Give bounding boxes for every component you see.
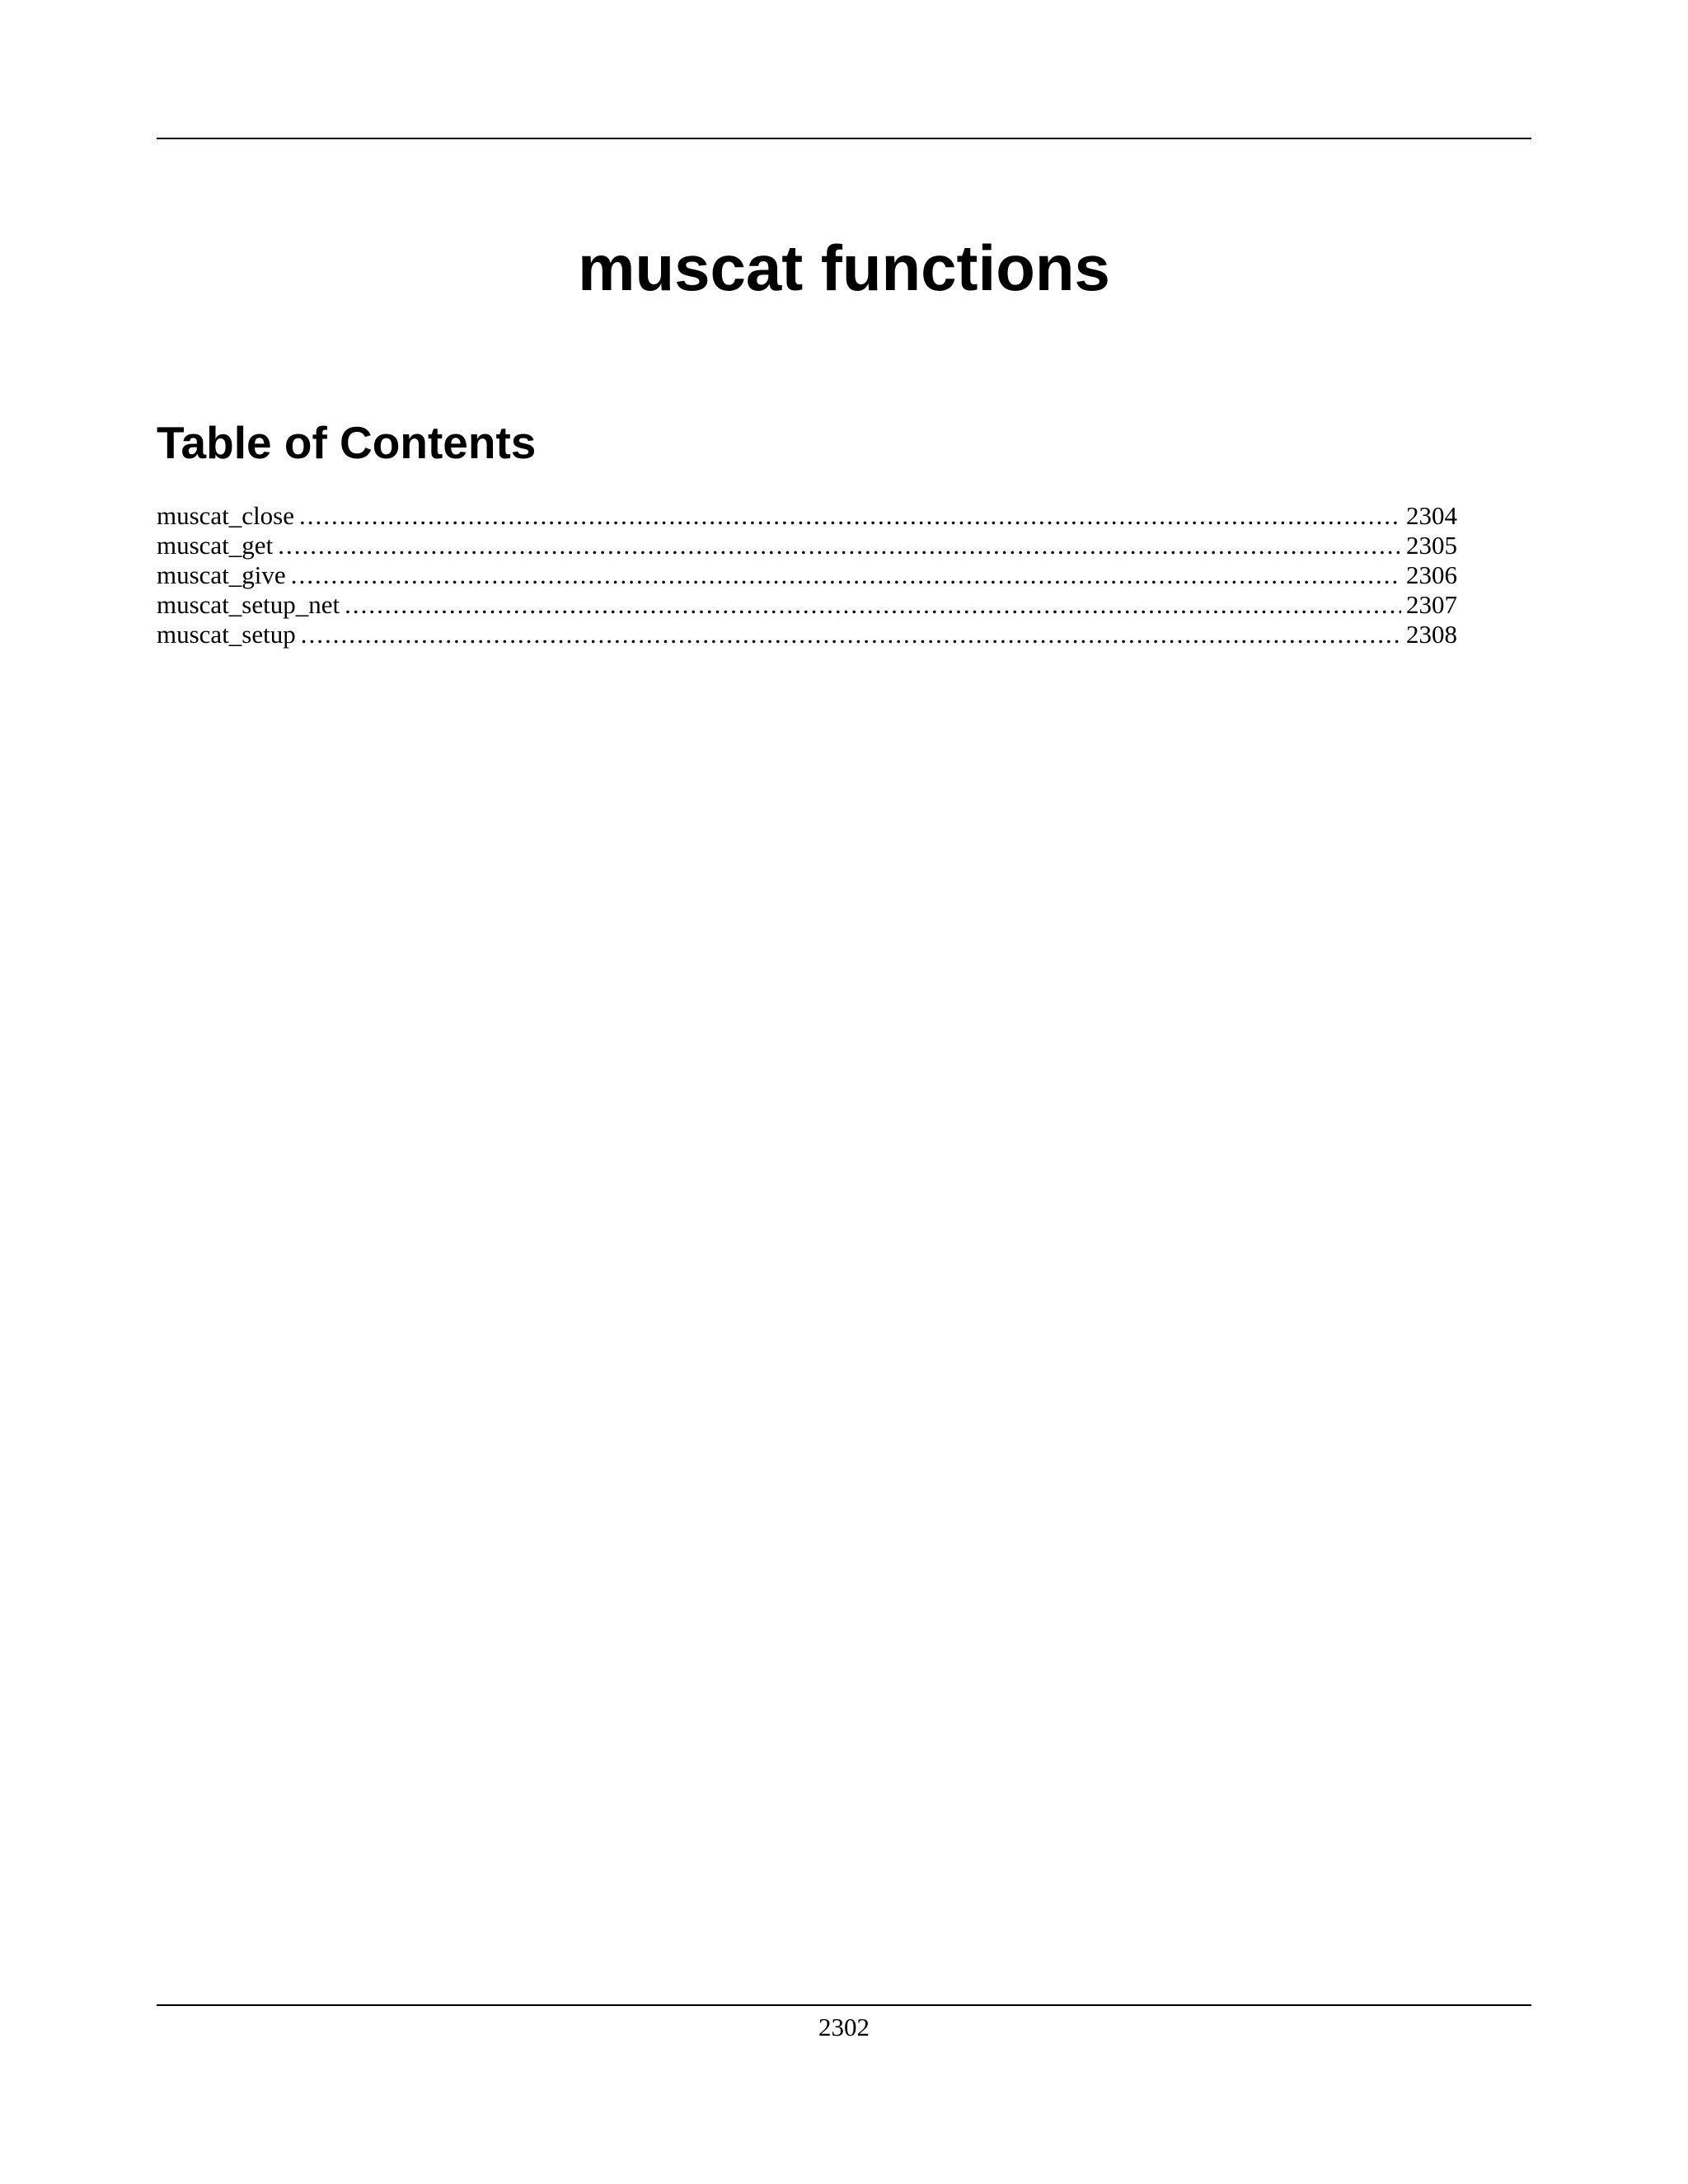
toc-entry-page: 2307 (1406, 590, 1457, 619)
toc-list (157, 501, 1457, 649)
toc-entry-name: muscat_setup_net (157, 590, 340, 619)
page-number: 2302 (818, 2013, 870, 2041)
toc-entry-name: muscat_setup (157, 620, 296, 649)
toc-entry-name: muscat_get (157, 531, 274, 560)
toc-heading: Table of Contents (157, 417, 537, 468)
toc-entry-name: muscat_give (157, 560, 286, 589)
toc-entry-page: 2305 (1406, 531, 1457, 560)
toc-dot-leader (278, 531, 1401, 560)
toc-entry-name: muscat_close (157, 501, 295, 530)
toc-entry-page: 2306 (1406, 560, 1457, 589)
toc-entry-page: 2304 (1406, 501, 1457, 530)
header-rule (157, 138, 1531, 139)
toc-entry-page: 2308 (1406, 620, 1457, 649)
toc-entry[interactable] (157, 590, 1457, 620)
footer-rule (157, 2004, 1531, 2006)
toc-dot-leader (299, 501, 1401, 531)
toc-entry[interactable] (157, 531, 1457, 560)
document-title: muscat functions (578, 232, 1110, 304)
toc-dot-leader (291, 560, 1401, 590)
toc-entry[interactable] (157, 501, 1457, 531)
toc-dot-leader (301, 620, 1401, 649)
toc-entry[interactable] (157, 560, 1457, 590)
toc-entry[interactable] (157, 620, 1457, 649)
toc-dot-leader (345, 590, 1401, 620)
